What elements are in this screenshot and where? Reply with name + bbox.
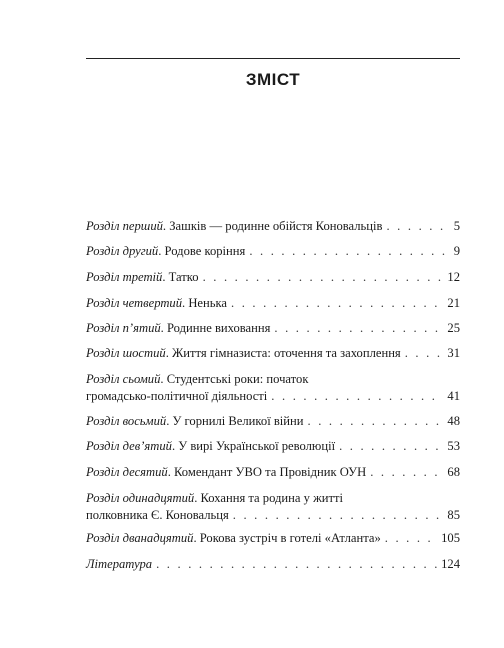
chapter-title: Кохання та родина у житті bbox=[200, 491, 344, 505]
toc-entry: Розділ дев’ятий . У вирі Української революції . . . 53 bbox=[86, 438, 460, 455]
top-rule bbox=[86, 58, 460, 59]
page-number: 5 bbox=[453, 219, 460, 233]
page-number: 21 bbox=[447, 296, 460, 310]
chapter-label: Розділ перший bbox=[86, 219, 163, 233]
toc-entry: Розділ десятий . Комендант УВО та Провідник ОУН . . . 68 bbox=[86, 464, 460, 481]
page-number: 25 bbox=[447, 321, 460, 335]
chapter-label: Розділ другий bbox=[86, 244, 159, 258]
toc-entry: Розділ дванадцятий . Рокова зустріч в готелі «Атланта» . . . 105 bbox=[86, 530, 460, 547]
chapter-title: Родове коріння bbox=[164, 244, 246, 258]
leader-dots bbox=[271, 388, 443, 405]
chapter-title-continued: полковника Є. Коновальця bbox=[86, 508, 229, 522]
chapter-label: Література bbox=[86, 557, 153, 571]
leader-dots bbox=[156, 556, 437, 573]
leader-dots bbox=[386, 218, 449, 235]
toc-entry: Розділ одинадцятий . Кохання та родина у житті полковника Є. Коновальця . . . 85 bbox=[86, 490, 460, 524]
chapter-title: Зашків — родинне обійстя Коновальців bbox=[169, 219, 383, 233]
chapter-title: Родинне виховання bbox=[166, 321, 271, 335]
leader-dots bbox=[339, 438, 443, 455]
toc-entry: Розділ шостий . Життя гімназиста: оточення та захоплення . . . 31 bbox=[86, 345, 460, 362]
chapter-title: У вирі Української революції bbox=[178, 439, 336, 453]
chapter-label: Розділ шостий bbox=[86, 346, 166, 360]
leader-dots bbox=[233, 507, 444, 524]
toc-entry bbox=[86, 556, 460, 573]
leader-dots bbox=[405, 345, 444, 362]
toc-entry: Розділ четвертий . Ненька . . . 21 bbox=[86, 295, 460, 312]
chapter-label: Розділ восьмий bbox=[86, 414, 167, 428]
page-number: 85 bbox=[447, 508, 460, 522]
leader-dots bbox=[274, 320, 443, 337]
toc-entry: Розділ сьомий . Студентські роки: початок громадсько-політичної діяльності . . . 41 bbox=[86, 371, 460, 405]
chapter-title: Життя гімназиста: оточення та захоплення bbox=[172, 346, 401, 360]
page-title: ЗМІСТ bbox=[245, 70, 301, 89]
chapter-label: Розділ десятий bbox=[86, 465, 168, 479]
chapter-label: Розділ дванадцятий bbox=[86, 531, 194, 545]
page-number: 41 bbox=[447, 389, 460, 403]
chapter-label: Розділ сьомий bbox=[86, 372, 161, 386]
leader-dots bbox=[249, 243, 449, 260]
chapter-label: Розділ п’ятий bbox=[86, 321, 161, 335]
leader-dots bbox=[203, 269, 444, 286]
page-number: 12 bbox=[447, 270, 460, 284]
chapter-title: Студентські роки: початок bbox=[166, 372, 309, 386]
toc-entry: Розділ перший . Зашків — родинне обійстя Коновальців . . . 5 bbox=[86, 218, 460, 235]
toc-entry: Розділ восьмий . У горнилі Великої війни . . . 48 bbox=[86, 413, 460, 430]
chapter-title: У горнилі Великої війни bbox=[172, 414, 304, 428]
chapter-label: Розділ одинадцятий bbox=[86, 491, 195, 505]
chapter-label: Розділ третій bbox=[86, 270, 163, 284]
page-number: 68 bbox=[447, 465, 460, 479]
toc-entry: Розділ другий . Родове коріння . . . 9 bbox=[86, 243, 460, 260]
chapter-title: Татко bbox=[168, 270, 199, 284]
chapter-title: Рокова зустріч в готелі «Атланта» bbox=[199, 531, 381, 545]
chapter-title: Ненька bbox=[188, 296, 228, 310]
chapter-title: Комендант УВО та Провідник ОУН bbox=[174, 465, 367, 479]
leader-dots bbox=[385, 530, 437, 547]
toc-entry: Розділ третій . Татко . . . 12 bbox=[86, 269, 460, 286]
leader-dots bbox=[370, 464, 443, 481]
page-number: 124 bbox=[441, 557, 460, 571]
chapter-label: Розділ дев’ятий bbox=[86, 439, 172, 453]
page-number: 31 bbox=[447, 346, 460, 360]
chapter-label: Розділ четвертий bbox=[86, 296, 183, 310]
leader-dots bbox=[231, 295, 443, 312]
toc-entry: Розділ п’ятий . Родинне виховання . . . 25 bbox=[86, 320, 460, 337]
page-number: 105 bbox=[441, 531, 460, 545]
chapter-title-continued: громадсько-політичної діяльності bbox=[86, 389, 268, 403]
page-number: 9 bbox=[453, 244, 460, 258]
page-number: 48 bbox=[447, 414, 460, 428]
leader-dots bbox=[308, 413, 444, 430]
page-number: 53 bbox=[447, 439, 460, 453]
